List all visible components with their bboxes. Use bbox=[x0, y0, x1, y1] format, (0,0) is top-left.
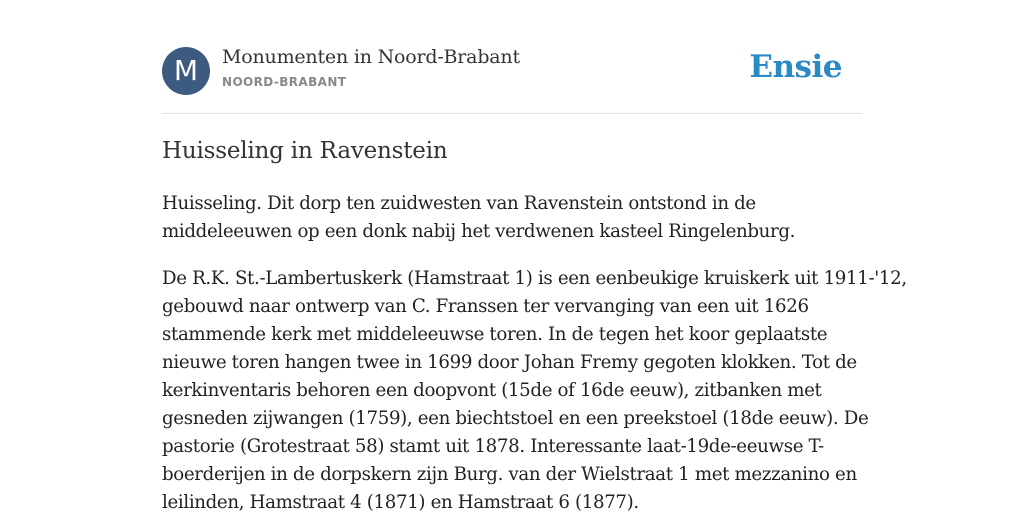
article-paragraph-1 bbox=[162, 190, 882, 246]
paragraph-line: leilinden, Hamstraat 4 (1871) en Hamstraat 6 (1877). bbox=[162, 492, 639, 512]
site-region-label: NOORD-BRABANT bbox=[222, 75, 347, 89]
article-title: Huisseling in Ravenstein bbox=[162, 138, 448, 164]
header-divider bbox=[162, 113, 862, 114]
paragraph-line: kerkinventaris behoren een doopvont (15de of 16de eeuw), zitbanken met bbox=[162, 380, 822, 401]
site-name-link[interactable]: Monumenten in Noord-Brabant bbox=[222, 46, 520, 68]
header bbox=[162, 46, 862, 96]
paragraph-line: boerderijen in de dorpskern zijn Burg. van der Wielstraat 1 met mezzanino en bbox=[162, 464, 857, 485]
paragraph-line: middeleeuwen op een donk nabij het verdwenen kasteel Ringelenburg. bbox=[162, 221, 796, 242]
ensie-logo[interactable]: Ensie bbox=[749, 49, 842, 85]
paragraph-line: Huisseling. Dit dorp ten zuidwesten van Ravenstein ontstond in de bbox=[162, 193, 756, 214]
paragraph-line: De R.K. St.-Lambertuskerk (Hamstraat 1) is een eenbeukige kruiskerk uit 1911-'12, bbox=[162, 268, 907, 289]
paragraph-line: gesneden zijwangen (1759), een biechtstoel en een preekstoel (18de eeuw). De bbox=[162, 408, 869, 429]
paragraph-line: nieuwe toren hangen twee in 1699 door Johan Fremy gegoten klokken. Tot de bbox=[162, 352, 857, 373]
paragraph-line: pastorie (Grotestraat 58) stamt uit 1878. Interessante laat-19de-eeuwse T- bbox=[162, 436, 824, 457]
avatar[interactable]: M bbox=[162, 47, 210, 95]
article-paragraph-2 bbox=[162, 265, 907, 512]
paragraph-line: gebouwd naar ontwerp van C. Franssen ter vervanging van een uit 1626 bbox=[162, 296, 809, 317]
paragraph-line: stammende kerk met middeleeuwse toren. In de tegen het koor geplaatste bbox=[162, 324, 828, 345]
